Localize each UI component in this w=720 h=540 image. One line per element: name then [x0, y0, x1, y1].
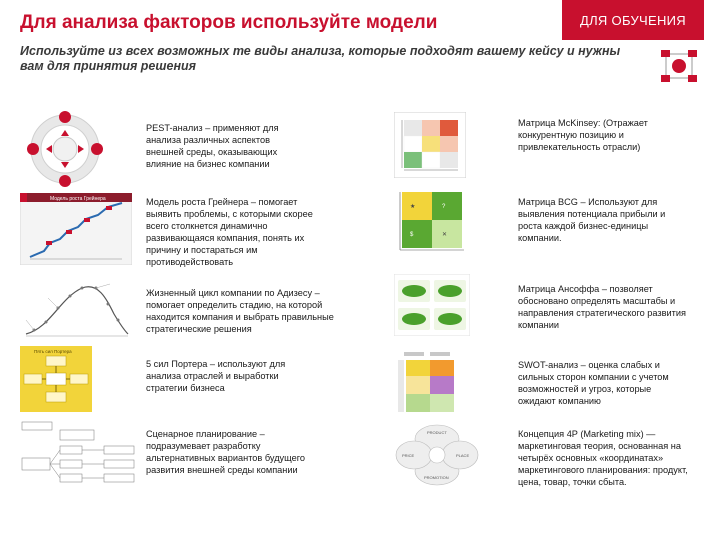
4p-price-label: PRICE: [402, 453, 415, 458]
mckinsey-matrix: [394, 112, 466, 178]
training-badge: ДЛЯ ОБУЧЕНИЯ: [562, 0, 704, 40]
ansoff-description: Матрица Ансоффа – позволяет обосновано определять масштабы и направления стратегического развития компании: [518, 284, 686, 330]
4p-description: Концепция 4P (Marketing mix) — маркетинговая теория, основанная на четырёх основных «координатах» маркетингового планирования: продукт, цена, товар, точки сбыта.: [518, 429, 688, 487]
porter-description: 5 сил Портера – используют для анализа отраслей и выработки стратегии бизнеса: [146, 359, 286, 393]
svg-text:★: ★: [410, 204, 416, 210]
4p-promotion-label: PROMOTION: [424, 475, 449, 480]
porter-five-forces-diagram: [20, 346, 92, 412]
swot-matrix: [398, 350, 456, 412]
greiner-label: Модель роста Грейнера: [50, 196, 106, 202]
porter-label: Пять сил Портера: [34, 349, 72, 354]
page-subtitle: Используйте из всех возможных те виды анализа, которые подходят вашему кейсу и нужны вам для принятия решения: [20, 44, 621, 73]
mckinsey-description: Матрица McKinsey: (Отражает конкурентную позицию и привлекательность отрасли): [518, 118, 648, 152]
4p-place-label: PLACE: [456, 453, 470, 458]
bcg-description: Матрица BCG – Используют для выявления потенциала прибыли и роста каждой бизнес-единицы компании.: [518, 197, 666, 243]
4p-product-label: PRODUCT: [427, 430, 447, 435]
bcg-matrix: [394, 188, 466, 258]
ansoff-matrix: [394, 274, 470, 336]
swot-description: SWOT-анализ – оценка слабых и сильных сторон компании с учетом возможностей и угроз, которые ожидают компанию: [518, 360, 669, 406]
svg-text:?: ?: [442, 204, 446, 210]
pest-diagram: [20, 108, 110, 190]
adizes-description: Жизненный цикл компании по Адизесу – помогает определить стадию, на которой находится компания и выбрать правильные стратегические решения: [146, 288, 334, 334]
pest-description: PEST-анализ – применяют для анализа различных аспектов внешней среды, оказывающих влияние на бизнес компании: [146, 123, 279, 169]
greiner-diagram: [20, 193, 132, 265]
scenario-description: Сценарное планирование – подразумевает разработку альтернативных вариантов будущего развития внешней среды компании: [146, 429, 305, 475]
adizes-lifecycle-diagram: [20, 278, 132, 340]
network-icon: [654, 44, 704, 88]
page-title: Для анализа факторов используйте модели: [20, 12, 438, 33]
scenario-planning-diagram: [20, 418, 138, 488]
svg-text:✕: ✕: [442, 232, 448, 238]
greiner-description: Модель роста Грейнера – помогает выявить проблемы, с которыми скорее всего столкнется динамично развивающаяся компания, понять их причину и постараться им противодействовать: [146, 197, 313, 267]
marketing-mix-4p-diagram: [394, 422, 480, 488]
svg-text:$: $: [410, 232, 414, 238]
